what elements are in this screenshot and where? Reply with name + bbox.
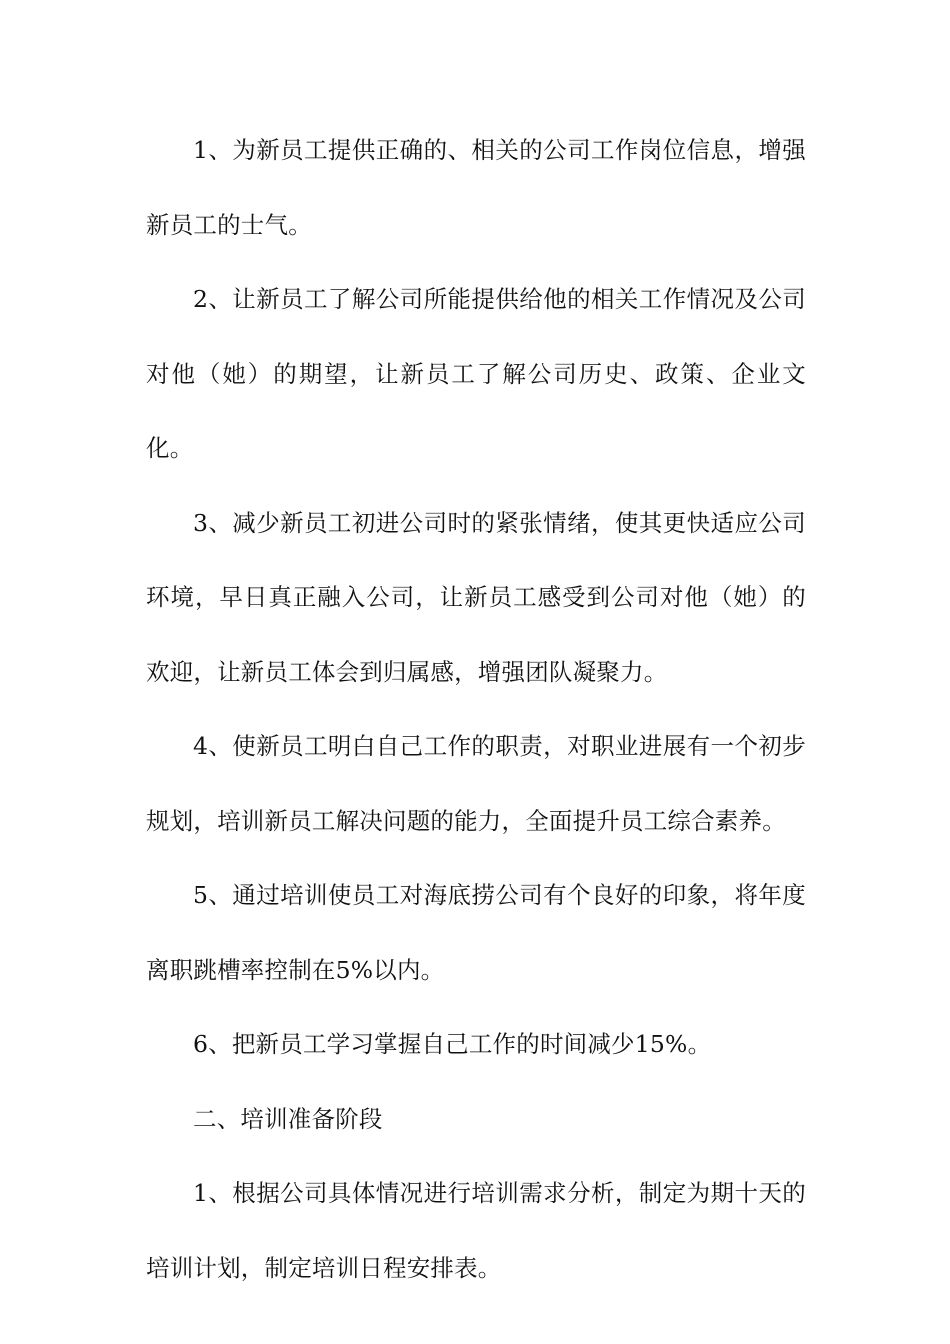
paragraph-goal-3: 3、减少新员工初进公司时的紧张情绪，使其更快适应公司环境，早日真正融入公司，让新员工感受到公司对他（她）的欢迎，让新员工体会到归属感，增强团队凝聚力。	[146, 508, 806, 686]
paragraph-goal-4: 4、使新员工明白自己工作的职责，对职业进展有一个初步规划，培训新员工解决问题的能力，全面提升员工综合素养。	[146, 732, 806, 835]
paragraph-goal-1: 1、为新员工提供正确的、相关的公司工作岗位信息，增强新员工的士气。	[146, 136, 806, 239]
paragraph-goal-5: 5、通过培训使员工对海底捞公司有个良好的印象，将年度离职跳槽率控制在5%以内。	[146, 881, 806, 984]
document-page	[146, 113, 806, 1305]
paragraph-preparation-1: 1、根据公司具体情况进行培训需求分析，制定为期十天的培训计划，制定培训日程安排表。	[146, 1179, 806, 1282]
paragraph-goal-2: 2、让新员工了解公司所能提供给他的相关工作情况及公司对他（她）的期望，让新员工了解公司历史、政策、企业文化。	[146, 285, 806, 462]
section-heading-preparation: 二、培训准备阶段	[193, 1104, 383, 1133]
paragraph-goal-6: 6、把新员工学习掌握自己工作的时间减少15%。	[193, 1030, 712, 1058]
